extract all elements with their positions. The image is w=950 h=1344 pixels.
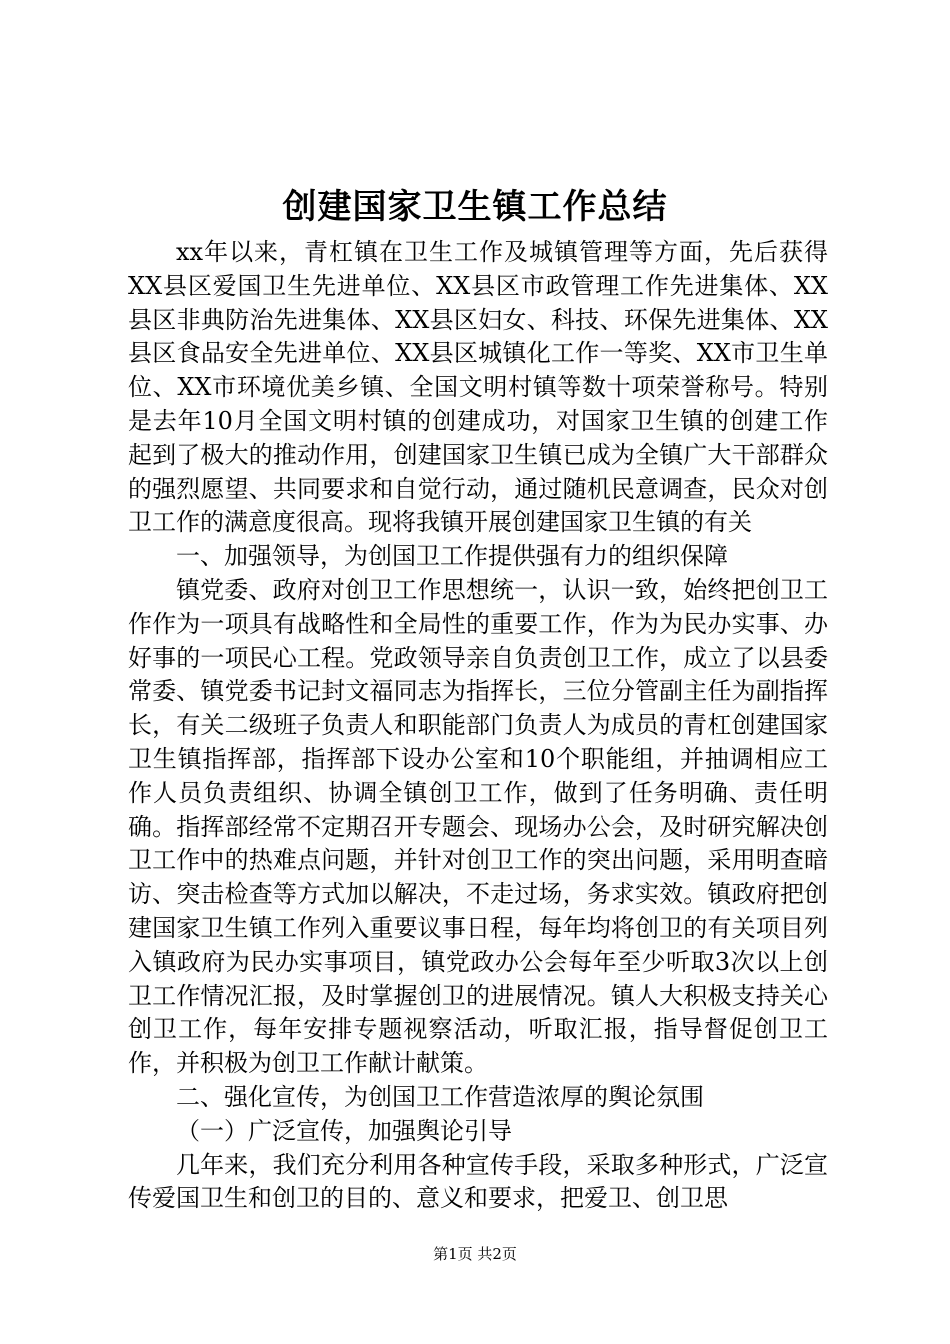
paragraph-section-1: 镇党委、政府对创卫工作思想统一，认识一致，始终把创卫工作作为一项具有战略性和全局性的重要工作，作为为民办实事、办好事的一项民心工程。党政领导亲自负责创卫工作，成立了以县委常委、镇党委书记封文福同志为指挥长，三位分管副主任为副指挥长，有关二级班子负责人和职能部门负责人为成员的青杠创建国家卫生镇指挥部，指挥部下设办公室和10个职能组，并抽调相应工作人员负责组织、协调全镇创卫工作，做到了任务明确、责任明确。指挥部经常不定期召开专题会、现场办公会，及时研究解决创卫工作中的热难点问题，并针对创卫工作的突出问题，采用明查暗访、突击检查等方式加以解决，不走过场，务求实效。镇政府把创建国家卫生镇工作列入重要议事日程，每年均将创卫的有关项目列入镇政府为民办实事项目，镇党政办公会每年至少听取3次以上创卫工作情况汇报，及时掌握创卫的进展情况。镇人大积极支持关心创卫工作，每年安排专题视察活动，听取汇报，指导督促创卫工作，并积极为创卫工作献计献策。 [128, 575, 828, 1078]
page-title: 创建国家卫生镇工作总结 [282, 187, 668, 227]
subsection-heading-2-1: （一）广泛宣传，加强舆论引导 [176, 1116, 512, 1145]
section-heading-2: 二、强化宣传，为创国卫工作营造浓厚的舆论氛围 [176, 1082, 704, 1111]
paragraph-subsection-2-1: 几年来，我们充分利用各种宣传手段，采取多种形式，广泛宣传爱国卫生和创卫的目的、意义和要求，把爱卫、创卫思 [128, 1150, 828, 1213]
document-body [128, 236, 828, 1216]
section-heading-1: 一、加强领导，为创国卫工作提供强有力的组织保障 [176, 542, 728, 571]
paragraph-intro: xx年以来，青杠镇在卫生工作及城镇管理等方面，先后获得XX县区爱国卫生先进单位、XX县区市政管理工作先进集体、XX县区非典防治先进集体、XX县区妇女、科技、环保先进集体、XX县区食品安全先进单位、XX县区城镇化工作一等奖、XX市卫生单位、XX市环境优美乡镇、全国文明村镇等数十项荣誉称号。特别是去年10月全国文明村镇的创建成功，对国家卫生镇的创建工作起到了极大的推动作用，创建国家卫生镇已成为全镇广大干部群众的强烈愿望、共同要求和自觉行动，通过随机民意调查，民众对创卫工作的满意度很高。现将我镇开展创建国家卫生镇的有关 [128, 238, 828, 537]
page-indicator: 第1页 共2页 [433, 1245, 517, 1263]
